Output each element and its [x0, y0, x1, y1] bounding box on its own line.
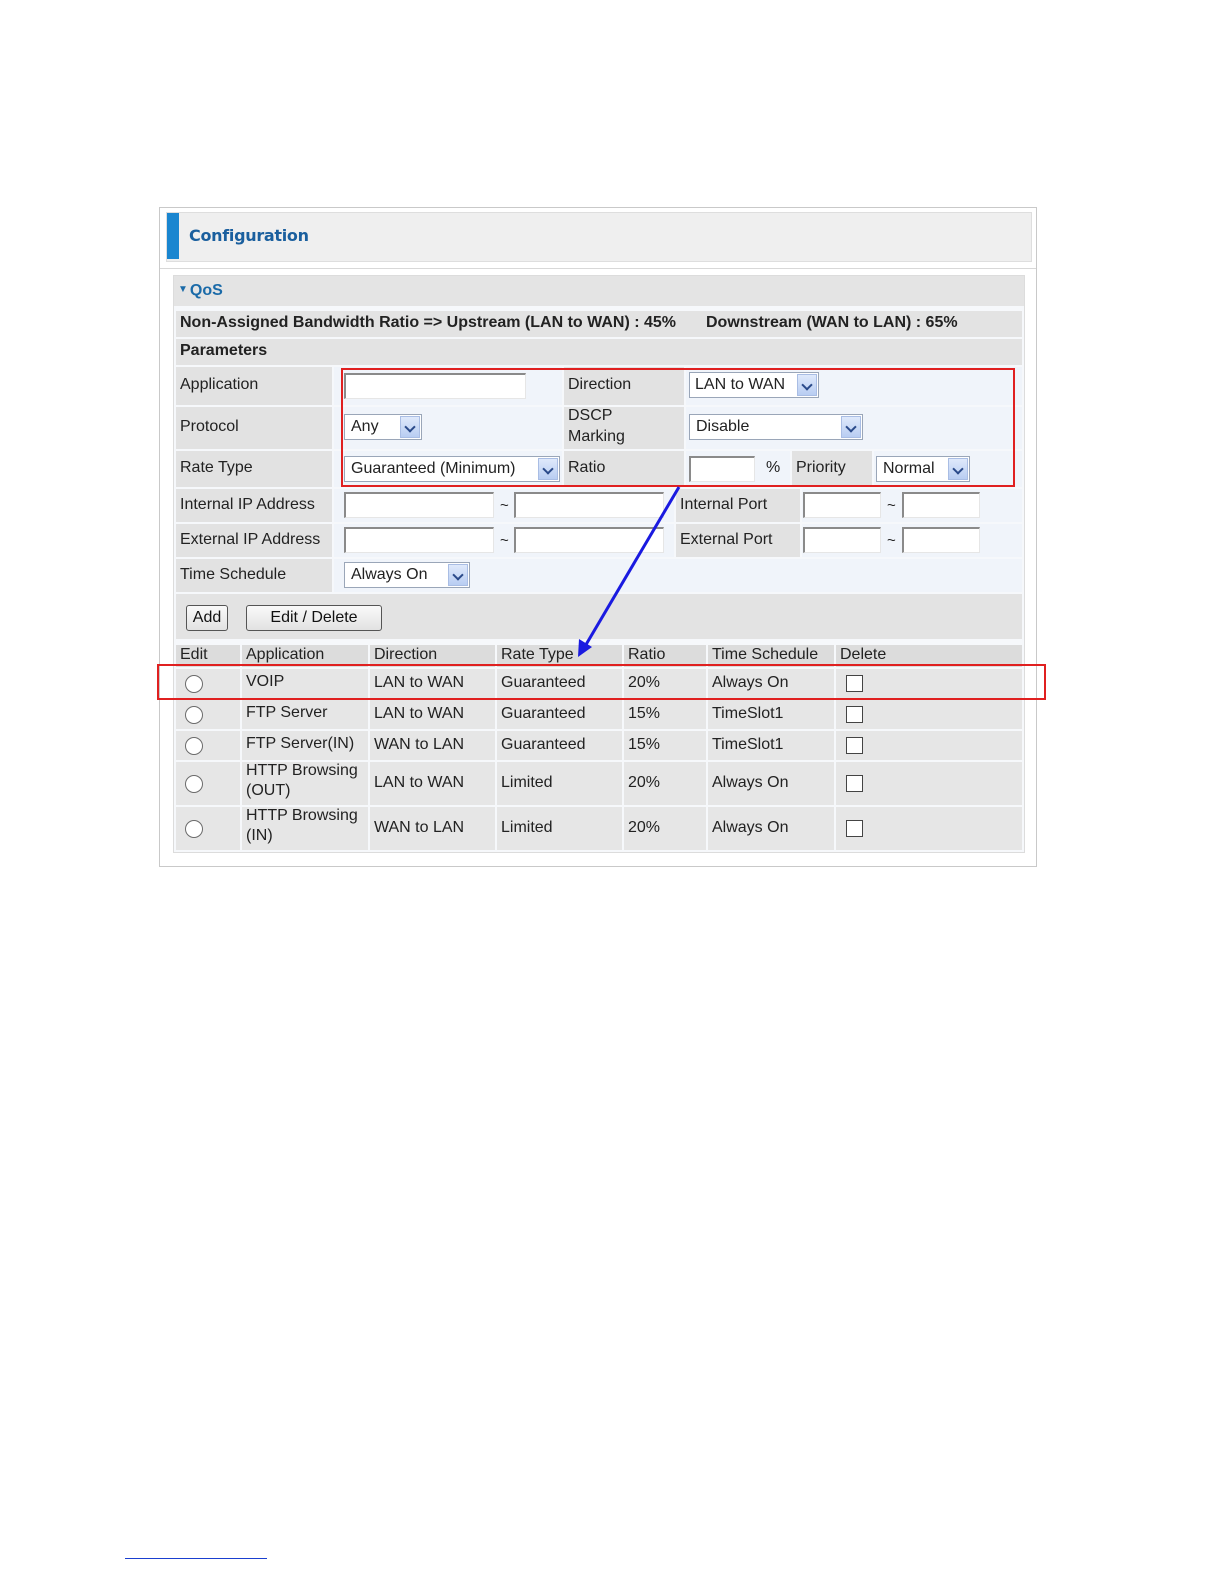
table-header-label: Edit [180, 646, 208, 663]
cell-ratio: 20% [628, 773, 661, 791]
collapse-triangle-icon: ▼ [178, 284, 188, 295]
cell-direction: WAN to LAN [374, 735, 465, 753]
application-name: VOIP [246, 673, 285, 690]
add-button[interactable]: Add [186, 605, 228, 631]
direction-select-value: LAN to WAN [695, 376, 786, 393]
ratio-percent-unit: % [766, 459, 781, 476]
cell-ratio: 20% [628, 818, 661, 836]
configuration-title: Configuration [189, 226, 309, 245]
table-header-label: Rate Type [501, 646, 574, 663]
table-header-label: Ratio [628, 646, 666, 663]
parameters-label: Parameters [180, 342, 268, 359]
time-schedule-label: Time Schedule [180, 566, 287, 583]
footnote-rule [125, 1558, 267, 1559]
dscp-label-line1: DSCP [568, 407, 613, 424]
application-name: (IN) [246, 827, 273, 844]
range-separator: ~ [500, 532, 509, 549]
cell-schedule: Always On [712, 673, 789, 691]
range-separator: ~ [500, 497, 509, 514]
cell-ratio: 15% [628, 704, 661, 722]
table-header-label: Delete [840, 646, 887, 663]
cell-schedule: TimeSlot1 [712, 704, 784, 722]
arrow-line [584, 487, 679, 648]
time-schedule-select-value: Always On [351, 566, 428, 583]
dscp-select-value: Disable [696, 418, 750, 435]
cell-rate: Guaranteed [501, 735, 586, 753]
application-name: (OUT) [246, 782, 291, 799]
application-label: Application [180, 376, 259, 393]
cell-ratio: 20% [628, 673, 661, 691]
dscp-label-line2: Marking [568, 428, 625, 445]
cell-direction: LAN to WAN [374, 673, 465, 691]
cell-direction: LAN to WAN [374, 773, 465, 791]
qos-title-text: QoS [189, 282, 223, 299]
external-port-label: External Port [680, 531, 773, 548]
protocol-label: Protocol [180, 418, 239, 435]
application-name: HTTP Browsing [246, 762, 358, 779]
arrow-head-icon [578, 639, 592, 657]
application-name: FTP Server(IN) [246, 735, 355, 752]
cell-rate: Limited [501, 773, 553, 791]
cell-direction: LAN to WAN [374, 704, 465, 722]
cell-schedule: TimeSlot1 [712, 735, 784, 753]
rate-type-label: Rate Type [180, 459, 253, 476]
cell-schedule: Always On [712, 773, 789, 791]
cell-rate: Guaranteed [501, 673, 586, 691]
cell-schedule: Always On [712, 818, 789, 836]
range-separator: ~ [887, 532, 896, 549]
downstream-ratio-text: Downstream (WAN to LAN) : 65% [706, 314, 958, 331]
cell-direction: WAN to LAN [374, 818, 465, 836]
internal-ip-label: Internal IP Address [180, 496, 315, 513]
table-header-label: Time Schedule [712, 646, 819, 663]
protocol-select-value: Any [351, 418, 379, 435]
cell-rate: Limited [501, 818, 553, 836]
application-name: FTP Server [246, 704, 328, 721]
edit-delete-button[interactable]: Edit / Delete [246, 605, 382, 631]
cell-ratio: 15% [628, 735, 661, 753]
table-header-label: Direction [374, 646, 438, 663]
internal-port-label: Internal Port [680, 496, 768, 513]
upstream-ratio-text: Non-Assigned Bandwidth Ratio => Upstream (LAN to WAN) : 45% [180, 314, 677, 331]
rate-type-select-value: Guaranteed (Minimum) [351, 460, 516, 477]
direction-label: Direction [568, 376, 632, 393]
cell-rate: Guaranteed [501, 704, 586, 722]
priority-select-value: Normal [883, 460, 935, 477]
priority-label: Priority [796, 459, 846, 476]
application-name: HTTP Browsing [246, 807, 358, 824]
table-header-label: Application [246, 646, 325, 663]
range-separator: ~ [887, 497, 896, 514]
ratio-label: Ratio [568, 459, 606, 476]
external-ip-label: External IP Address [180, 531, 321, 548]
